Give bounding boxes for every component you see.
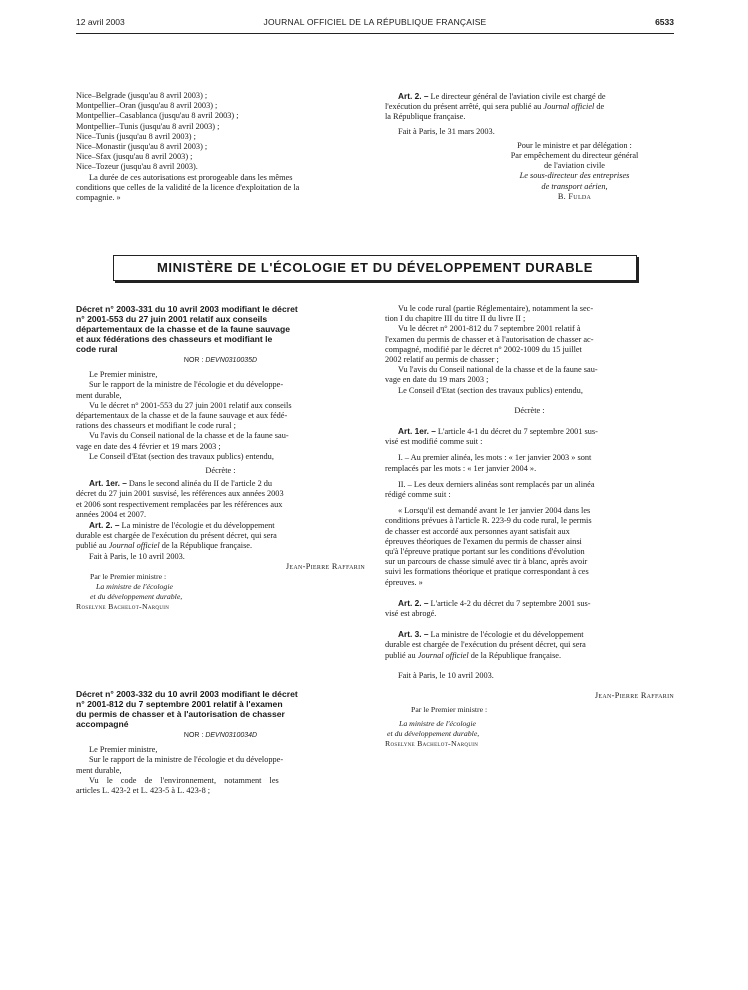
body-line: Le Premier ministre, [89,745,158,755]
page-header [76,17,674,31]
article-line: durable est chargée de l'exécution du présent décret, qui sera [385,640,586,650]
decree-2-right [385,304,674,749]
nor-reference [76,356,365,366]
journal-name: Journal officiel [543,102,595,112]
body-line: Vu le code rural (partie Réglementaire), notamment la sec- [398,304,594,313]
article-line [385,651,674,661]
article-text: de la République française. [468,650,562,660]
article-2-line: la République française. [385,112,466,122]
minister-title: La ministre de l'écologie [96,582,173,592]
done-at: Fait à Paris, le 31 mars 2003. [398,126,495,136]
article-label: Art. 2. – [398,597,429,608]
item-line: rédigé comme suit : [385,490,451,500]
article-text: Le directeur général de l'aviation civile est chargé de [430,92,606,101]
quote-line: qu'à l'épreuve pratique portant sur les conditions d'évolution [385,547,585,557]
route-line: Nice–Tozeur (jusqu'au 8 avril 2003). [76,162,198,172]
title-line: accompagné [76,719,129,729]
article-line: durable est chargée de l'exécution du présent décret, qui sera [76,531,277,541]
header-rule [76,33,674,34]
title-line: Décret n° 2003-332 du 10 avril 2003 modifiant le décret [76,689,298,699]
body-line: Vu le code de l'environnement, notamment les [89,775,279,785]
route-line: Nice–Tunis (jusqu'au 8 avril 2003) ; [76,131,196,141]
journal-title: JOURNAL OFFICIEL DE LA RÉPUBLIQUE FRANÇAISE [263,17,487,27]
article-line: visé est modifié comme suit : [385,437,483,447]
item-line: I. – Au premier alinéa, les mots : « 1er janvier 2003 » sont [398,453,592,463]
body-line: Le Premier ministre, [89,370,158,380]
nor-reference [76,731,365,741]
article-text: de [594,102,605,112]
quote-line: épreuves. » [385,577,423,587]
body-line: Sur le rapport de la ministre de l'écologie et du développe- [89,755,284,765]
article-line [76,478,365,489]
quote-line: sur un parcours de chasse simulé avec tir à blanc, après avoir [385,557,588,567]
body-line: Vu le décret n° 2001-812 du 7 septembre 2001 relatif à [398,324,581,334]
minister-title: et du développement durable, [90,592,183,602]
route-line: Nice–Belgrade (jusqu'au 8 avril 2003) ; [76,91,208,100]
article-line [385,598,674,609]
sign-line: de l'aviation civile [544,161,605,171]
quote-line: « Lorsqu'il est demandé avant le 1er janvier 2004 dans les [398,506,591,516]
body-line: rations des chasseurs et modifiant le code rural ; [76,421,236,431]
body-line: vage en date du 19 mars 2003 ; [385,375,489,385]
body-line: tion I du chapitre III du titre II du livre II ; [385,314,526,324]
title-line: du permis de chasser et à l'autorisation de chasser [76,709,285,719]
nor-label: NOR : [183,357,206,364]
closing-line: compagnie. » [76,193,121,203]
body-line: compagné, modifié par le décret n° 2002-1009 du 15 juillet [385,344,582,354]
body-line: l'examen du permis de chasser et à l'autorisation de chasser ac- [385,334,594,344]
article-line: années 2004 et 2007. [76,509,147,519]
decree-1 [76,304,365,612]
quote-line: épreuves théoriques de l'examen du permis de chasser ainsi [385,536,582,546]
article-text: l'exécution du présent arrêté, qui sera publié au [385,102,542,112]
article-line [385,426,674,437]
quote-line: suivi les formations théorique et pratique correspondant à ces [385,567,589,577]
done-at: Fait à Paris, le 10 avril 2003. [89,551,185,561]
decrete-heading: Décrète : [205,466,236,476]
article-label: Art. 3. – [398,629,429,640]
nor-code: DEVN0310034D [205,732,258,739]
title-line: n° 2001-812 du 7 septembre 2001 relatif à l'examen [76,699,283,709]
decree-title [76,689,365,729]
issue-date: 12 avril 2003 [76,17,125,27]
article-text: La ministre de l'écologie et du développement [121,521,275,531]
article-line: décret du 27 juin 2001 susvisé, les références aux années 2003 [76,489,284,499]
route-line: Montpellier–Casablanca (jusqu'au 8 avril 2003) ; [76,111,239,121]
pm-intro: Par le Premier ministre : [90,572,167,582]
article-text: publié au [385,650,416,660]
article-label: Art. 2. – [89,520,120,531]
article-text: L'article 4-2 du décret du 7 septembre 2001 sus- [430,598,591,608]
signer-name: B. Fulda [557,191,592,201]
journal-name: Journal officiel [108,541,160,551]
body-line: articles L. 423-2 et L. 423-5 à L. 423-8 ; [76,786,211,796]
article-2-line [385,91,674,102]
article-text: de la République française. [159,541,253,551]
route-line: Nice–Sfax (jusqu'au 8 avril 2003) ; [76,152,193,162]
title-line: et aux fédérations des chasseurs et modifiant le [76,334,273,344]
article-label: Art. 1er. – [398,426,436,437]
article-2-line [385,102,674,112]
signature-block [385,141,674,202]
sign-title: Le sous-directeur des entreprises [519,171,630,181]
journal-name: Journal officiel [417,650,469,660]
page-number: 6533 [655,17,674,27]
top-right-column [385,91,674,202]
top-left-column [76,91,365,203]
sign-title: de transport aérien, [541,181,608,191]
body-line: Le Conseil d'Etat (section des travaux publics) entendu, [398,385,583,395]
article-line [76,541,365,551]
article-line [385,629,674,640]
article-line: visé est abrogé. [385,609,437,619]
minister-name: Roselyne Bachelot-Narquin [385,739,479,749]
sign-line: Pour le ministre et par délégation : [517,140,632,150]
title-line: Décret n° 2003-331 du 10 avril 2003 modifiant le décret [76,304,298,314]
body-line: Vu l'avis du Conseil national de la chasse et de la faune sau- [398,365,598,375]
body-line: Sur le rapport de la ministre de l'écologie et du développe- [89,380,284,390]
article-text: publié au [76,541,107,551]
body-line: vage en date des 4 février et 19 mars 2003 ; [76,441,221,451]
article-text: L'article 4-1 du décret du 7 septembre 2001 sus- [437,427,598,437]
done-at: Fait à Paris, le 10 avril 2003. [398,670,494,680]
body-line: départementaux de la chasse et de la faune sauvage et aux fédé- [76,411,288,421]
sign-line: Par empêchement du directeur général [510,151,639,161]
route-line: Montpellier–Oran (jusqu'au 8 avril 2003) ; [76,101,218,111]
title-line: code rural [76,344,118,354]
item-line: remplacés par les mots : « 1er janvier 2004 ». [385,463,537,473]
body-line: Vu l'avis du Conseil national de la chasse et de la faune sau- [89,431,289,441]
item-line: II. – Les deux derniers alinéas sont remplacés par un alinéa [398,479,595,489]
body-line: Le Conseil d'Etat (section des travaux publics) entendu, [89,451,274,461]
nor-label: NOR : [183,732,206,739]
prime-minister-name: Jean-Pierre Raffarin [594,691,674,701]
quote-line: de chasser est accordé aux personnes ayant satisfait aux [385,526,570,536]
article-line: et 2006 sont respectivement remplacées par les références aux [76,499,283,509]
pm-intro: Par le Premier ministre : [411,705,488,715]
ministry-banner: MINISTÈRE DE L'ÉCOLOGIE ET DU DÉVELOPPEMENT DURABLE [113,255,637,281]
route-line: Nice–Monastir (jusqu'au 8 avril 2003) ; [76,142,208,152]
article-text: La ministre de l'écologie et du développement [430,630,584,640]
closing-line: conditions que celles de la validité de la licence d'exploitation de la [76,182,300,192]
body-line: Vu le décret n° 2001-553 du 27 juin 2001 relatif aux conseils [89,400,292,410]
closing-line: La durée de ces autorisations est prorogeable dans les mêmes [89,172,293,182]
minister-title: La ministre de l'écologie [399,719,476,729]
nor-code: DEVN0310035D [205,357,258,364]
body-line: ment durable, [76,390,122,400]
article-label: Art. 2. – [398,91,429,101]
minister-name: Roselyne Bachelot-Narquin [76,602,170,612]
decree-2-left [76,689,365,796]
article-line [76,520,365,531]
decrete-heading: Décrète : [514,405,545,415]
article-label: Art. 1er. – [89,478,127,489]
body-line: ment durable, [76,765,122,775]
article-text: Dans le second alinéa du II de l'article 2 du [128,479,273,489]
route-line: Montpellier–Tunis (jusqu'au 8 avril 2003) ; [76,121,220,131]
title-line: départementaux de la chasse et de la faune sauvage [76,324,290,334]
title-line: n° 2001-553 du 27 juin 2001 relatif aux conseils [76,314,268,324]
quote-line: conditions prévues à l'article R. 223-9 du code rural, le permis [385,516,592,526]
minister-title: et du développement durable, [387,729,480,739]
prime-minister-name: Jean-Pierre Raffarin [285,561,365,571]
body-line: 2002 relatif au permis de chasser ; [385,355,499,365]
decree-title [76,304,365,354]
